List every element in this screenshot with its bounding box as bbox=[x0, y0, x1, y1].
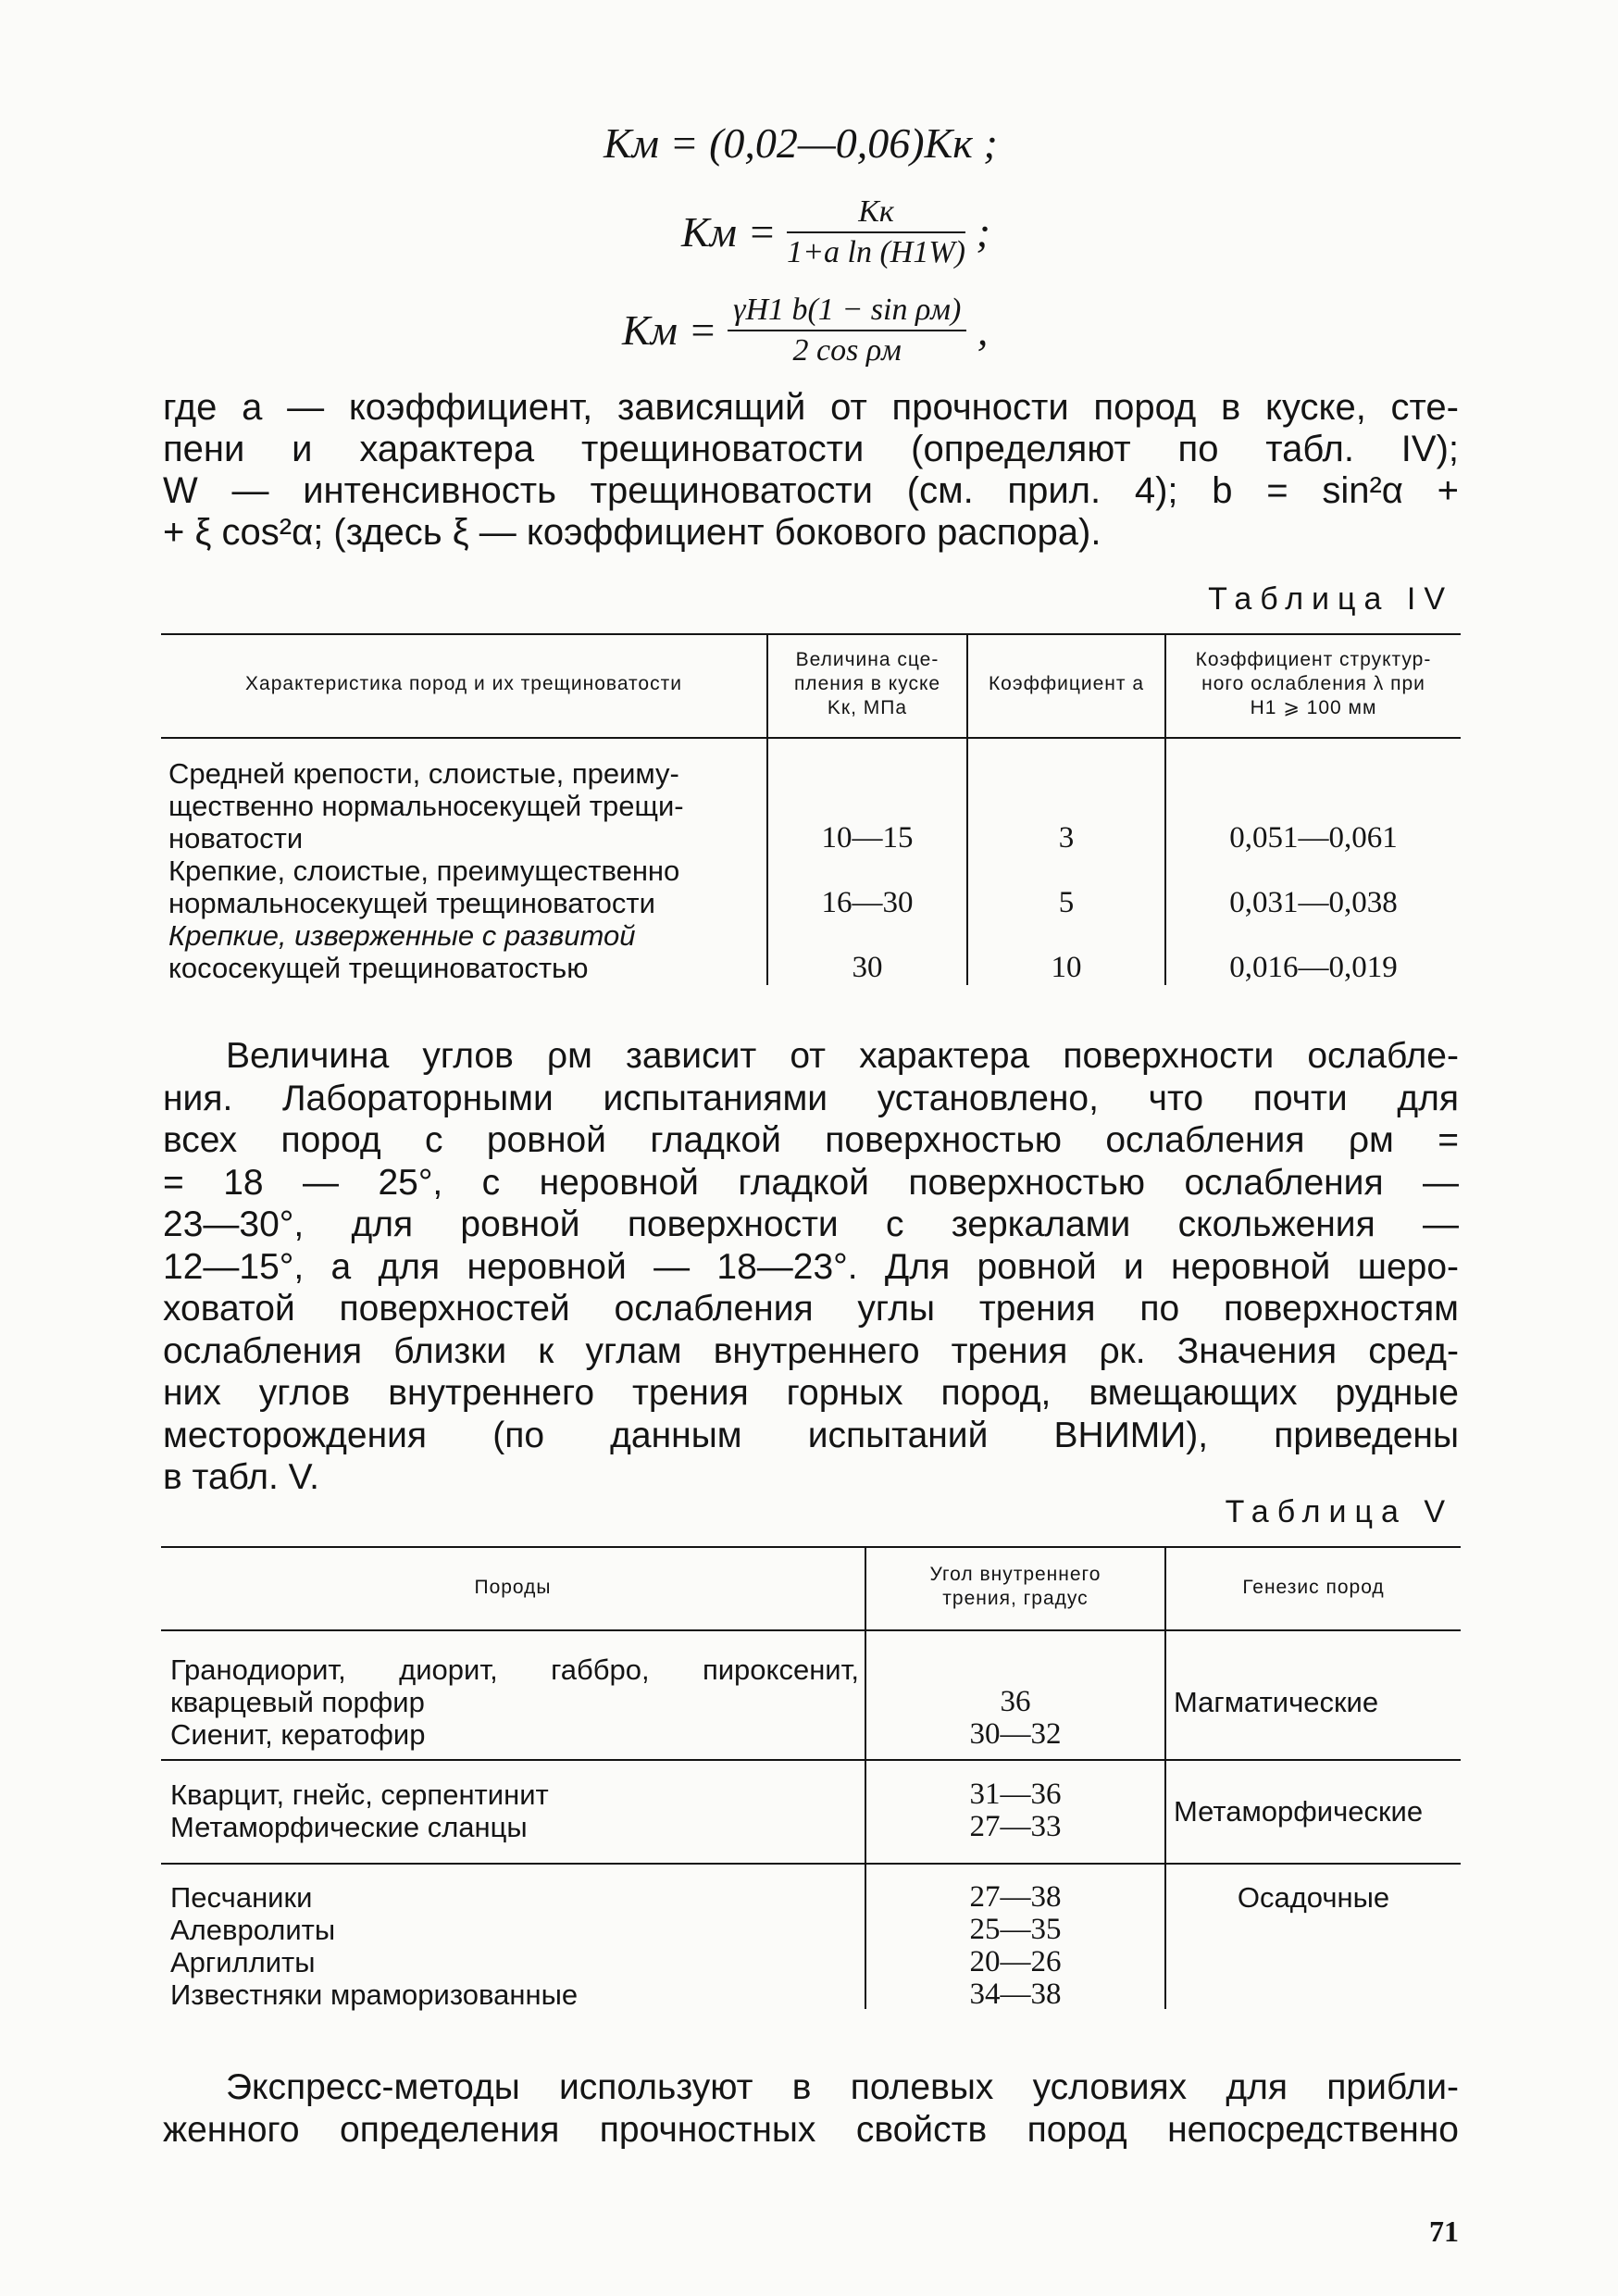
header-text: Генезис пород bbox=[1242, 1577, 1385, 1598]
angle-cell bbox=[866, 1881, 1164, 2011]
row-desc-line: Средней крепости, слоистые, преиму- bbox=[168, 757, 679, 790]
table-4-header-strength bbox=[768, 648, 966, 720]
header-text: пления в куске bbox=[793, 673, 941, 694]
header-text: Коэффициент a bbox=[988, 673, 1145, 694]
header-text: Угол внутреннего bbox=[929, 1564, 1101, 1585]
page-number: 71 bbox=[1429, 2215, 1459, 2248]
header-text: Характеристика пород и их трещиноватости bbox=[245, 673, 682, 694]
rock-name: Кварцит, гнейс, серпентинит bbox=[170, 1778, 549, 1811]
table-4-label: Таблица IV bbox=[1208, 581, 1453, 617]
table-5-col-divider bbox=[1164, 1546, 1166, 2009]
row-strength: 10—15 bbox=[821, 821, 914, 855]
row-desc-line: Крепкие, изверженные с развитой bbox=[168, 919, 636, 952]
formula-3-lhs: Kм = bbox=[622, 306, 717, 354]
header-text: H1 ⩾ 100 мм bbox=[1250, 697, 1377, 718]
angle-value: 27—33 bbox=[969, 1810, 1062, 1843]
header-text: ного ослабления λ при bbox=[1201, 673, 1425, 694]
genesis-cell: Метаморфические bbox=[1174, 1795, 1424, 1828]
rock-name: Известняки мраморизованные bbox=[170, 1978, 579, 2011]
table-row bbox=[170, 1881, 859, 2011]
table-5-header-rocks bbox=[161, 1576, 865, 1600]
genesis-cell: Осадочные bbox=[1237, 1881, 1390, 1914]
table-row bbox=[170, 1653, 859, 1751]
row-desc-line: Крепкие, слоистые, преимущественно bbox=[168, 855, 680, 887]
angle-value: 34—38 bbox=[969, 1978, 1062, 2011]
table-5-header-angle bbox=[866, 1563, 1164, 1611]
row-weakening: 0,051—0,061 bbox=[1229, 821, 1398, 855]
formula-3-end: , bbox=[977, 306, 989, 354]
table-5-header-genesis bbox=[1166, 1576, 1461, 1600]
angle-cell bbox=[866, 1778, 1164, 1843]
formula-2-lhs: Kм = bbox=[681, 208, 777, 256]
table-5-label: Таблица V bbox=[1225, 1494, 1453, 1529]
table-5-top-rule bbox=[161, 1546, 1461, 1548]
paragraph-line: месторождения (по данным испытаний ВНИМИ), приведены bbox=[163, 1415, 1459, 1455]
paragraph-definitions bbox=[163, 387, 1459, 554]
paragraph-line: Экспресс-методы используют в полевых условиях для прибли- bbox=[226, 2067, 1459, 2107]
angle-value: 20—26 bbox=[969, 1945, 1062, 1978]
table-4-header-rule bbox=[161, 737, 1461, 739]
formula-2-numerator: Kк bbox=[787, 196, 965, 233]
row-desc-line: щественно нормальносекущей трещи- bbox=[168, 790, 684, 822]
table-row bbox=[168, 757, 761, 855]
rock-name: Гранодиорит, диорит, габбро, пироксенит, bbox=[170, 1653, 859, 1686]
row-desc-line: новатости bbox=[168, 822, 304, 855]
table-row bbox=[168, 919, 761, 984]
row-desc-line: нормальносекущей трещиноватости bbox=[168, 887, 655, 919]
paragraph-line: где a — коэффициент, зависящий от прочности пород в куске, сте- bbox=[163, 387, 1459, 428]
paragraph-line: ослабления близки к углам внутреннего трения ρк. Значения сред- bbox=[163, 1330, 1459, 1371]
paragraph-line: W — интенсивность трещиноватости (см. прил. 4); b = sin²α + bbox=[163, 470, 1459, 511]
row-strength: 16—30 bbox=[821, 886, 914, 919]
paragraph-line: женного определения прочностных свойств пород непосредственно bbox=[163, 2110, 1459, 2150]
paragraph-line: ховатой поверхностей ослабления углы трения по поверхностям bbox=[163, 1289, 1459, 1329]
genesis-cell: Магматические bbox=[1174, 1686, 1379, 1718]
formula-2 bbox=[681, 196, 990, 268]
rock-name: Сиенит, кератофир bbox=[170, 1718, 426, 1751]
rock-name: Метаморфические сланцы bbox=[170, 1811, 528, 1843]
row-strength: 30 bbox=[852, 951, 883, 984]
paragraph-line: = 18 — 25°, с неровной гладкой поверхностью ослабления — bbox=[163, 1162, 1459, 1203]
formula-3 bbox=[622, 294, 988, 367]
table-4-header-characteristics bbox=[161, 672, 766, 696]
formula-1-text: Kм = (0,02—0,06)Kк ; bbox=[604, 119, 998, 167]
row-weakening: 0,016—0,019 bbox=[1229, 951, 1398, 984]
angle-value: 30—32 bbox=[969, 1717, 1062, 1751]
paragraph-line: + ξ cos²α; (здесь ξ — коэффициент бокового распора). bbox=[163, 512, 1101, 553]
header-text: Коэффициент структур- bbox=[1195, 649, 1432, 670]
angle-value: 25—35 bbox=[969, 1913, 1062, 1946]
table-4-header-coefficient bbox=[968, 672, 1164, 696]
paragraph-line: 12—15°, а для неровной — 18—23°. Для ровной и неровной шеро- bbox=[163, 1246, 1459, 1287]
paragraph-line: всех пород с ровной гладкой поверхностью ослабления ρм = bbox=[163, 1120, 1459, 1160]
formula-2-denominator: 1+a ln (H1W) bbox=[787, 235, 966, 269]
table-5-header-rule bbox=[161, 1629, 1461, 1631]
rock-name: Песчаники bbox=[170, 1881, 313, 1914]
header-text: трения, градус bbox=[942, 1588, 1089, 1609]
header-text: Породы bbox=[474, 1577, 552, 1598]
rock-name: Алевролиты bbox=[170, 1914, 336, 1946]
header-text: Величина сце- bbox=[795, 649, 940, 670]
paragraph-friction-angles bbox=[163, 1035, 1459, 1499]
table-4-header-weakening bbox=[1166, 648, 1461, 720]
formula-3-numerator: γH1 b(1 − sin ρм) bbox=[728, 294, 966, 331]
formula-3-fraction bbox=[728, 294, 966, 367]
row-coefficient: 10 bbox=[1051, 951, 1082, 984]
angle-cell bbox=[866, 1686, 1164, 1751]
paragraph-line: 23—30°, для ровной поверхности с зеркалами скольжения — bbox=[163, 1204, 1459, 1244]
paragraph-line: Величина углов ρм зависит от характера поверхности ослабле- bbox=[226, 1036, 1459, 1076]
row-desc-line: кососекущей трещиноватостью bbox=[168, 952, 589, 984]
formula-2-end: ; bbox=[976, 208, 990, 256]
header-text: Kк, МПа bbox=[827, 697, 908, 718]
angle-value: 27—38 bbox=[969, 1880, 1062, 1914]
rock-name: Аргиллиты bbox=[170, 1946, 316, 1978]
table-5-group-rule bbox=[161, 1759, 1461, 1761]
row-weakening: 0,031—0,038 bbox=[1229, 886, 1398, 919]
angle-value: 31—36 bbox=[969, 1778, 1062, 1811]
paragraph-line: в табл. V. bbox=[163, 1457, 319, 1497]
paragraph-express-methods bbox=[163, 2066, 1459, 2152]
table-5-group-rule bbox=[161, 1863, 1461, 1865]
table-row bbox=[168, 855, 761, 919]
formula-2-fraction bbox=[787, 196, 965, 268]
rock-name: кварцевый порфир bbox=[170, 1686, 425, 1718]
row-coefficient: 3 bbox=[1058, 821, 1075, 855]
table-4-top-rule bbox=[161, 633, 1461, 635]
paragraph-line: пени и характера трещиноватости (определяют по табл. IV); bbox=[163, 429, 1459, 469]
row-coefficient: 5 bbox=[1058, 886, 1075, 919]
table-row bbox=[170, 1778, 859, 1843]
formula-1 bbox=[604, 119, 998, 167]
paragraph-line: них углов внутреннего трения горных пород, вмещающих рудные bbox=[163, 1373, 1459, 1413]
formula-3-denominator: 2 cos ρм bbox=[792, 333, 902, 368]
angle-value: 36 bbox=[1000, 1685, 1031, 1718]
paragraph-line: ния. Лабораторными испытаниями установлено, что почти для bbox=[163, 1078, 1459, 1118]
